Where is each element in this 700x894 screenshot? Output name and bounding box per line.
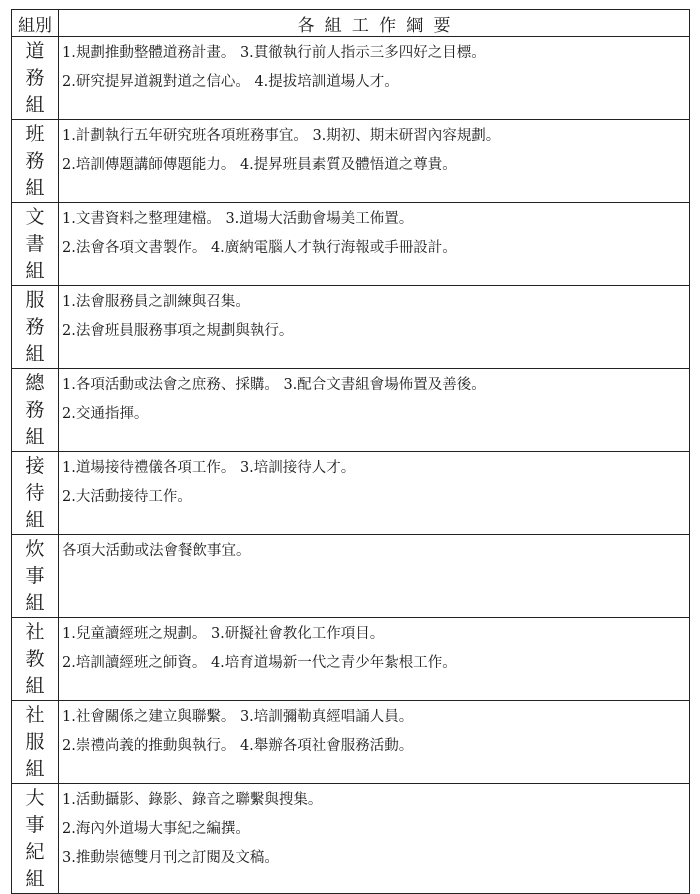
duty-line: 1.計劃執行五年研究班各項班務事宜。 3.期初、期末研習內容規劃。 — [62, 128, 501, 144]
group-name-cell — [12, 37, 59, 120]
group-name-cell — [12, 286, 59, 369]
duty-line: 2.法會班員服務事項之規劃與執行。 — [62, 323, 294, 339]
table-row — [12, 784, 690, 894]
duty-line: 2.培訓讀經班之師資。 4.培育道場新一代之青少年紮根工作。 — [62, 655, 457, 671]
group-name-char: 事 — [25, 565, 45, 587]
duty-line: 2.海內外道場大事紀之編撰。 — [62, 821, 250, 837]
group-name-char: 總 — [25, 372, 45, 394]
group-name-char: 組 — [25, 509, 45, 531]
group-name-char: 務 — [25, 150, 45, 172]
table-row — [12, 286, 690, 369]
table-row — [12, 37, 690, 120]
group-name-char: 服 — [25, 289, 45, 311]
group-name-char: 組 — [25, 426, 45, 448]
duty-line: 2.法會各項文書製作。 4.廣納電腦人才執行海報或手冊設計。 — [62, 240, 457, 256]
duties-cell — [59, 369, 690, 452]
group-name-cell — [12, 618, 59, 701]
group-name-cell — [12, 784, 59, 894]
header-row — [12, 10, 690, 37]
duties-cell — [59, 535, 690, 618]
group-name-char: 組 — [25, 868, 45, 890]
duties-cell — [59, 701, 690, 784]
group-name-char: 文 — [25, 206, 45, 228]
group-name-char: 社 — [25, 704, 45, 726]
table-row — [12, 120, 690, 203]
group-name-char: 社 — [25, 621, 45, 643]
outline-column-header: 各組工作綱要 — [59, 10, 690, 37]
group-name-char: 組 — [25, 675, 45, 697]
duty-line: 2.研究提昇道親對道之信心。 4.提拔培訓道場人才。 — [62, 74, 399, 90]
duty-line: 3.推動崇德雙月刊之訂閱及文稿。 — [62, 850, 279, 866]
document — [11, 9, 690, 894]
duty-line: 1.各項活動或法會之庶務、採購。 3.配合文書組會場佈置及善後。 — [62, 377, 486, 393]
duties-cell — [59, 37, 690, 120]
duties-cell — [59, 452, 690, 535]
group-name-char: 組 — [25, 94, 45, 116]
duty-line: 2.培訓傳題講師傳題能力。 4.提昇班員素質及體悟道之尊貴。 — [62, 157, 457, 173]
group-name-cell — [12, 120, 59, 203]
group-name-char: 組 — [25, 592, 45, 614]
group-name-cell — [12, 701, 59, 784]
group-name-char: 事 — [25, 814, 45, 836]
table-row — [12, 701, 690, 784]
duty-line: 1.文書資料之整理建檔。 3.道場大活動會場美工佈置。 — [62, 211, 414, 227]
duty-line: 1.道場接待禮儀各項工作。 3.培訓接待人才。 — [62, 460, 356, 476]
group-name-char: 班 — [25, 123, 45, 145]
group-column-header: 組別 — [12, 10, 59, 37]
duty-line: 各項大活動或法會餐飲事宜。 — [62, 543, 251, 559]
group-name-char: 務 — [25, 67, 45, 89]
group-name-char: 組 — [25, 343, 45, 365]
duties-cell — [59, 120, 690, 203]
work-outline-table — [11, 9, 690, 894]
group-name-char: 道 — [25, 40, 45, 62]
table-row — [12, 203, 690, 286]
group-name-char: 組 — [25, 758, 45, 780]
group-name-char: 教 — [25, 648, 45, 670]
duty-line: 1.社會關係之建立與聯繫。 3.培訓彌勒真經唱誦人員。 — [62, 709, 414, 725]
group-name-char: 接 — [25, 455, 45, 477]
table-row — [12, 535, 690, 618]
duty-line: 1.兒童讀經班之規劃。 3.研擬社會教化工作項目。 — [62, 626, 385, 642]
table-body — [12, 37, 690, 894]
group-name-char: 紀 — [25, 841, 45, 863]
group-name-cell — [12, 535, 59, 618]
group-name-char: 待 — [25, 482, 45, 504]
table-row — [12, 452, 690, 535]
table-row — [12, 369, 690, 452]
group-name-cell — [12, 452, 59, 535]
group-name-cell — [12, 203, 59, 286]
group-name-char: 務 — [25, 399, 45, 421]
table-row — [12, 618, 690, 701]
duties-cell — [59, 618, 690, 701]
duty-line: 1.法會服務員之訓練與召集。 — [62, 294, 250, 310]
group-name-char: 服 — [25, 731, 45, 753]
duties-cell — [59, 784, 690, 894]
duty-line: 2.崇禮尚義的推動與執行。 4.舉辦各項社會服務活動。 — [62, 738, 414, 754]
duty-line: 1.活動攝影、錄影、錄音之聯繫與搜集。 — [62, 792, 323, 808]
group-name-char: 務 — [25, 316, 45, 338]
duty-line: 1.規劃推動整體道務計畫。 3.貫徹執行前人指示三多四好之目標。 — [62, 45, 486, 61]
duty-line: 2.大活動接待工作。 — [62, 489, 192, 505]
group-name-char: 書 — [25, 233, 45, 255]
duties-cell — [59, 203, 690, 286]
duty-line: 2.交通指揮。 — [62, 406, 149, 422]
group-name-char: 大 — [25, 787, 45, 809]
duties-cell — [59, 286, 690, 369]
group-name-char: 組 — [25, 177, 45, 199]
group-name-char: 炊 — [25, 538, 45, 560]
group-name-cell — [12, 369, 59, 452]
group-name-char: 組 — [25, 260, 45, 282]
